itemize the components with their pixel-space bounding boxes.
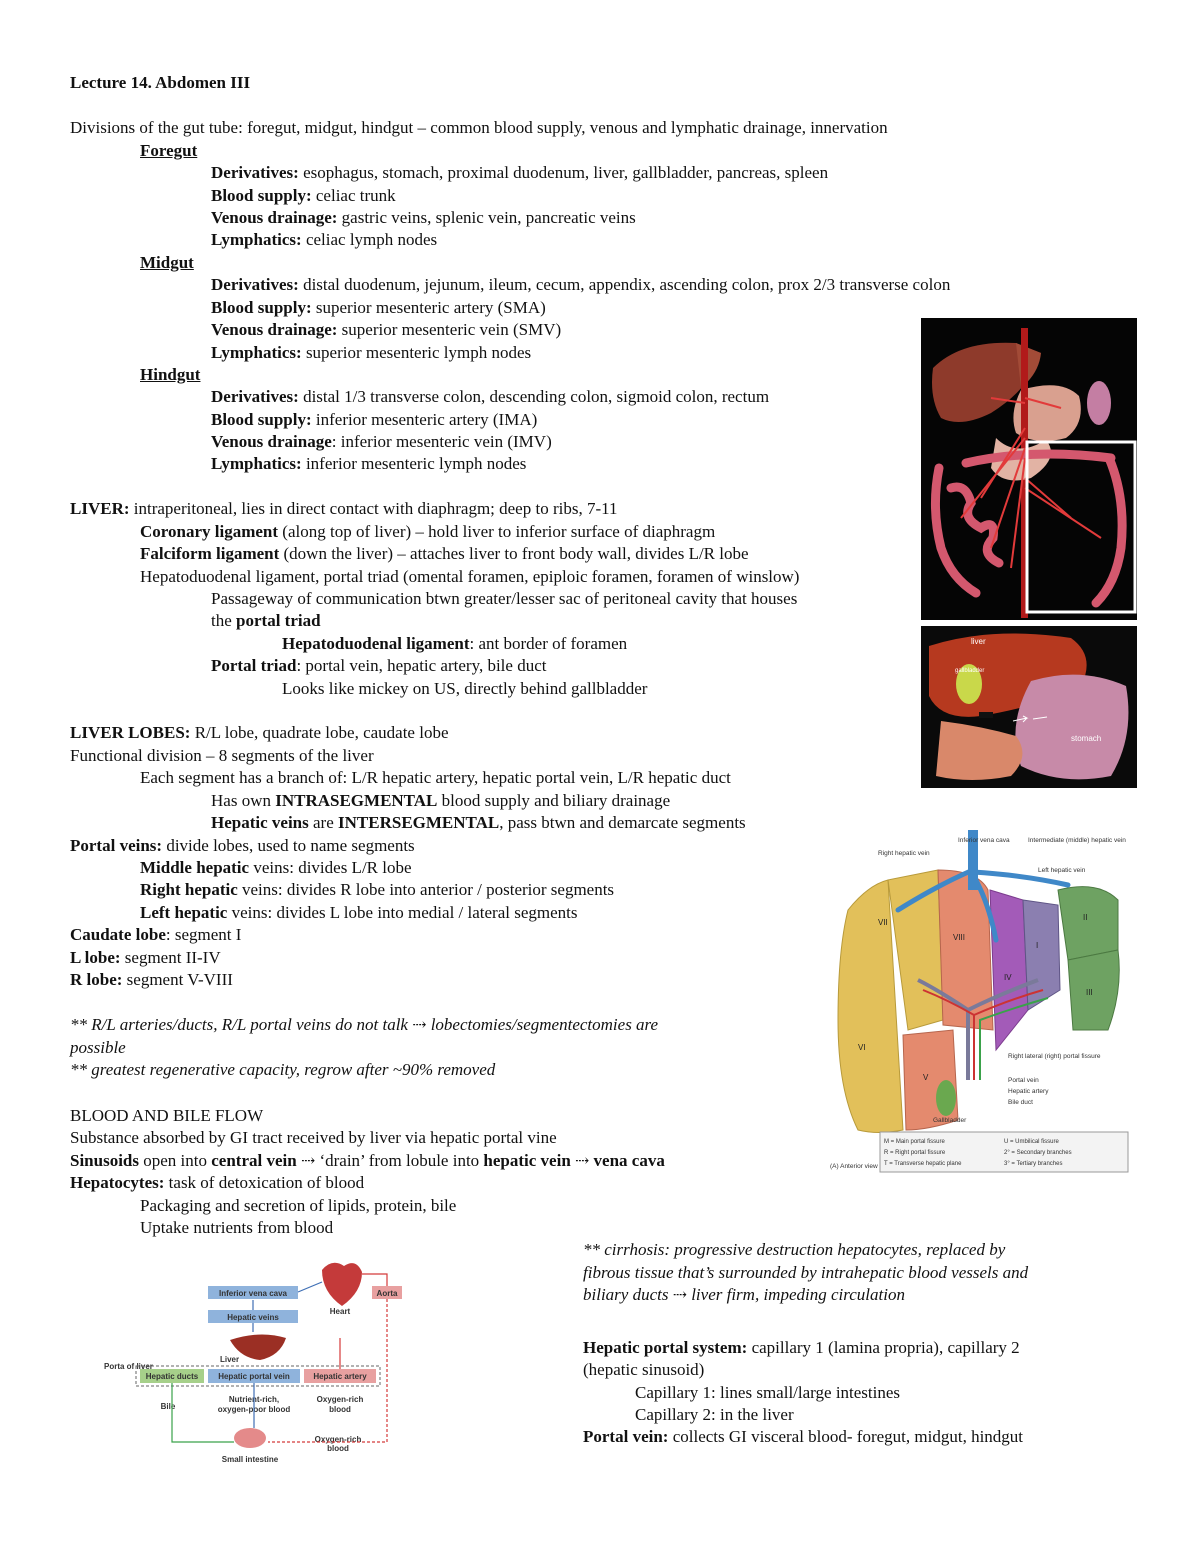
- legend-2: 2° = Secondary branches: [1004, 1150, 1072, 1156]
- legend-3: 3° = Tertiary branches: [1004, 1161, 1063, 1167]
- cirrhosis-line-3: biliary ducts ⇢ liver firm, impeding circulation: [583, 1285, 905, 1304]
- legend-r: R = Right portal fissure: [884, 1150, 946, 1156]
- fc-nutrient-2: oxygen-poor blood: [217, 1405, 291, 1414]
- blood-bile-heading: BLOOD AND BILE FLOW: [70, 1106, 264, 1125]
- coronary-ligament: Coronary ligament (along top of liver) – hold liver to inferior surface of diaphragm: [140, 522, 716, 541]
- cirrhosis-line-1: ** cirrhosis: progressive destruction hepatocytes, replaced by: [583, 1240, 1006, 1259]
- fc-small-intestine: Small intestine: [221, 1455, 279, 1464]
- porta-gallbladder-label: gallbladder: [955, 668, 985, 674]
- segment-label-3: III: [1086, 988, 1093, 997]
- segment-branch-line: Each segment has a branch of: L/R hepatic artery, hepatic portal vein, L/R hepatic duct: [140, 768, 731, 787]
- liver-segments-figure: [828, 830, 1132, 1176]
- fc-porta: Porta of liver: [104, 1362, 153, 1371]
- fc-ivc: Inferior vena cava: [218, 1289, 288, 1298]
- rhv-label: Right hepatic vein: [878, 850, 930, 857]
- hindgut-venous: Venous drainage: inferior mesenteric vein (IMV): [211, 432, 552, 451]
- midgut-lymph: Lymphatics: superior mesenteric lymph nodes: [211, 343, 532, 362]
- falciform-ligament: Falciform ligament (down the liver) – attaches liver to front body wall, divides L/R lobe: [140, 544, 749, 563]
- ha-label: Hepatic artery: [1008, 1088, 1049, 1095]
- fc-heart: Heart: [329, 1307, 351, 1316]
- hindgut-lymph: Lymphatics: inferior mesenteric lymph nodes: [211, 454, 527, 473]
- ihv-label: Intermediate (middle) hepatic vein: [1028, 837, 1126, 844]
- hepatocytes-line: Hepatocytes: task of detoxication of blood: [70, 1173, 365, 1192]
- page-title: Lecture 14. Abdomen III: [70, 73, 251, 92]
- fc-oxy-2: blood: [329, 1405, 351, 1414]
- intro-line: Divisions of the gut tube: foregut, midgut, hindgut – common blood supply, venous and lymphatic drainage, innervation: [70, 118, 888, 137]
- foregut-heading: Foregut: [140, 141, 198, 160]
- midgut-blood: Blood supply: superior mesenteric artery (SMA): [211, 298, 546, 317]
- anterior-view-label: (A) Anterior view: [830, 1163, 878, 1170]
- portal-triad-line: Portal triad: portal vein, hepatic artery, bile duct: [211, 656, 547, 675]
- gut-arteries-figure: [921, 318, 1137, 620]
- porta-hepatis-figure: [921, 626, 1137, 788]
- fc-hepatic-veins: Hepatic veins: [227, 1313, 279, 1322]
- pv-label: Portal vein: [1008, 1077, 1039, 1084]
- liver-line: LIVER: intraperitoneal, lies in direct contact with diaphragm; deep to ribs, 7-11: [70, 499, 618, 518]
- gb-label: Gallbladder: [933, 1117, 967, 1124]
- middle-hepatic-line: Middle hepatic veins: divides L/R lobe: [140, 858, 412, 877]
- l-lobe-line: L lobe: segment II-IV: [70, 948, 221, 967]
- fc-oxy-3: Oxygen-rich: [314, 1435, 362, 1444]
- cirrhosis-line-2: fibrous tissue that’s surrounded by intrahepatic blood vessels and: [583, 1263, 1029, 1282]
- legend-t: T = Transverse hepatic plane: [884, 1161, 962, 1167]
- hepatoduodenal-border: Hepatoduodenal ligament: ant border of foramen: [282, 634, 628, 653]
- fc-oxy-1: Oxygen-rich: [316, 1395, 364, 1404]
- left-hepatic-line: Left hepatic veins: divides L lobe into medial / lateral segments: [140, 903, 578, 922]
- lhv-label: Left hepatic vein: [1038, 867, 1086, 874]
- fc-hepatic-ducts: Hepatic ducts: [145, 1372, 199, 1381]
- midgut-heading: Midgut: [140, 253, 194, 272]
- rplane-label: Right lateral (right) portal fissure: [1008, 1053, 1101, 1060]
- hindgut-derivatives: Derivatives: distal 1/3 transverse colon, descending colon, sigmoid colon, rectum: [211, 387, 770, 406]
- fc-portal-vein: Hepatic portal vein: [218, 1372, 290, 1381]
- capillary-2-line: Capillary 2: in the liver: [635, 1405, 794, 1424]
- legend-m: M = Main portal fissure: [884, 1139, 945, 1145]
- fc-aorta: Aorta: [376, 1289, 398, 1298]
- segment-label-8: VIII: [953, 933, 966, 942]
- midgut-venous: Venous drainage: superior mesenteric vein (SMV): [211, 320, 562, 339]
- segment-label-5: V: [923, 1073, 929, 1082]
- r-lobe-line: R lobe: segment V-VIII: [70, 970, 233, 989]
- blood-bile-flowchart: [100, 1252, 412, 1464]
- foregut-lymph: Lymphatics: celiac lymph nodes: [211, 230, 438, 249]
- porta-stomach-label: stomach: [1071, 734, 1102, 743]
- caudate-lobe-line: Caudate lobe: segment I: [70, 925, 242, 944]
- foregut-blood: Blood supply: celiac trunk: [211, 186, 396, 205]
- midgut-derivatives: Derivatives: distal duodenum, jejunum, ileum, cecum, appendix, ascending colon, prox 2/3 transverse colon: [211, 275, 951, 294]
- segment-label-4: IV: [1004, 973, 1012, 982]
- packaging-line: Packaging and secretion of lipids, protein, bile: [140, 1196, 457, 1215]
- bd-label: Bile duct: [1008, 1099, 1033, 1106]
- portal-vein-line: Portal vein: collects GI visceral blood- foregut, midgut, hindgut: [583, 1427, 1024, 1446]
- ivc-label: Inferior vena cava: [958, 837, 1010, 844]
- note-regenerative: ** greatest regenerative capacity, regrow after ~90% removed: [70, 1060, 496, 1079]
- fc-hepatic-artery: Hepatic artery: [313, 1372, 367, 1381]
- mickey-line: Looks like mickey on US, directly behind gallbladder: [282, 679, 648, 698]
- intrasegmental-line: Has own INTRASEGMENTAL blood supply and biliary drainage: [211, 791, 671, 810]
- foregut-derivatives: Derivatives: esophagus, stomach, proximal duodenum, liver, gallbladder, pancreas, spleen: [211, 163, 829, 182]
- fc-liver: Liver: [220, 1355, 240, 1364]
- porta-liver-label: liver: [971, 637, 986, 646]
- fc-oxy-4: blood: [327, 1444, 349, 1453]
- note-lobectomies-1: ** R/L arteries/ducts, R/L portal veins do not talk ⇢ lobectomies/segmentectomies are: [70, 1015, 659, 1034]
- absorbed-line: Substance absorbed by GI tract received by liver via hepatic portal vine: [70, 1128, 557, 1147]
- segment-label-1: I: [1036, 941, 1039, 950]
- hindgut-heading: Hindgut: [140, 365, 201, 384]
- sinusoids-line: Sinusoids open into central vein ⇢ ‘drain’ from lobule into hepatic vein ⇢ vena cava: [70, 1151, 665, 1170]
- hindgut-blood: Blood supply: inferior mesenteric artery (IMA): [211, 410, 538, 429]
- right-hepatic-line: Right hepatic veins: divides R lobe into anterior / posterior segments: [140, 880, 615, 899]
- passageway-line-1: Passageway of communication btwn greater/lesser sac of peritoneal cavity that houses: [211, 589, 798, 608]
- hepatic-portal-system-2: (hepatic sinusoid): [583, 1360, 705, 1379]
- segment-label-6: VI: [858, 1043, 866, 1052]
- segment-label-7: VII: [878, 918, 888, 927]
- capillary-1-line: Capillary 1: lines small/large intestines: [635, 1383, 901, 1402]
- legend-u: U = Umbilical fissure: [1004, 1139, 1059, 1145]
- intersegmental-line: Hepatic veins are INTERSEGMENTAL, pass btwn and demarcate segments: [211, 813, 746, 832]
- hepatic-portal-system-1: Hepatic portal system: capillary 1 (lamina propria), capillary 2: [583, 1338, 1020, 1357]
- hepatoduodenal-line: Hepatoduodenal ligament, portal triad (omental foramen, epiploic foramen, foramen of winslow): [140, 567, 800, 586]
- liver-lobes-line: LIVER LOBES: R/L lobe, quadrate lobe, caudate lobe: [70, 723, 449, 742]
- fc-bile: Bile: [160, 1402, 176, 1411]
- uptake-line: Uptake nutrients from blood: [140, 1218, 334, 1237]
- fc-nutrient-1: Nutrient-rich,: [228, 1395, 280, 1404]
- portal-veins-line: Portal veins: divide lobes, used to name segments: [70, 836, 415, 855]
- foregut-venous: Venous drainage: gastric veins, splenic vein, pancreatic veins: [211, 208, 636, 227]
- passageway-line-2: the portal triad: [211, 611, 321, 630]
- segment-label-2: II: [1083, 913, 1088, 922]
- functional-division: Functional division – 8 segments of the liver: [70, 746, 374, 765]
- note-lobectomies-2: possible: [70, 1038, 126, 1057]
